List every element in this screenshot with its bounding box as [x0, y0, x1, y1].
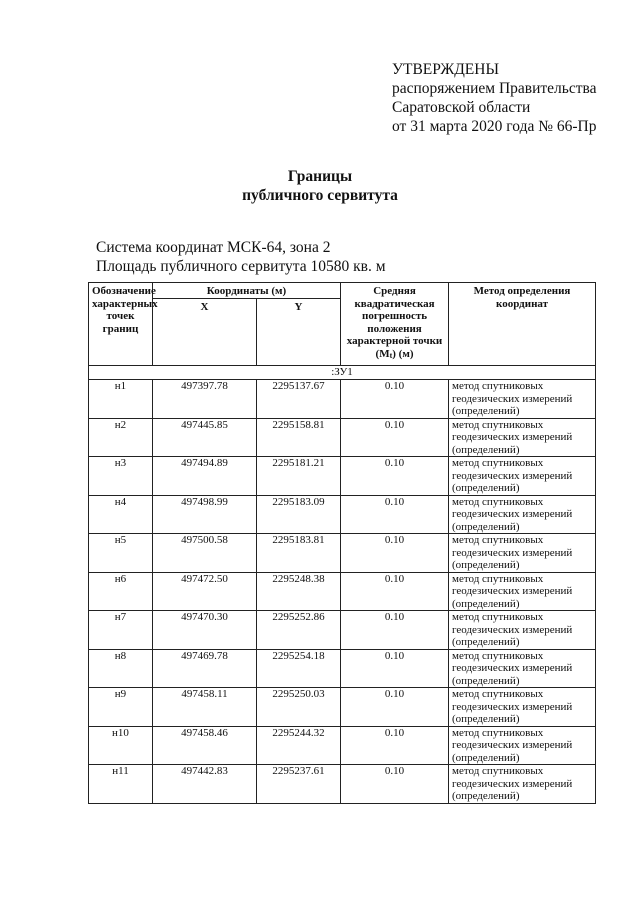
coordinates-table: [88, 282, 596, 804]
point-cell: н4: [89, 495, 153, 534]
header-error: Средняя квадратическая погрешность положения характерной точки (Mt) (м): [341, 283, 449, 366]
approval-block: [392, 60, 597, 136]
error-cell: 0.10: [341, 457, 449, 496]
x-cell: 497500.58: [153, 534, 257, 573]
y-cell: 2295254.18: [257, 649, 341, 688]
title-line-2: публичного сервитута: [242, 187, 398, 204]
method-cell: метод спутниковых геодезических измерений (определений): [449, 572, 596, 611]
method-cell: метод спутниковых геодезических измерений (определений): [449, 765, 596, 804]
zone-label: :ЗУ1: [89, 366, 596, 380]
error-cell: 0.10: [341, 380, 449, 419]
method-cell: метод спутниковых геодезических измерений (определений): [449, 611, 596, 650]
y-cell: 2295248.38: [257, 572, 341, 611]
method-cell: метод спутниковых геодезических измерений (определений): [449, 457, 596, 496]
table-row: [89, 726, 596, 765]
y-cell: 2295158.81: [257, 418, 341, 457]
error-cell: 0.10: [341, 688, 449, 727]
error-cell: 0.10: [341, 418, 449, 457]
x-cell: 497494.89: [153, 457, 257, 496]
method-cell: метод спутниковых геодезических измерений (определений): [449, 495, 596, 534]
approval-line-2: распоряжением Правительства: [392, 80, 597, 97]
x-cell: 497397.78: [153, 380, 257, 419]
error-cell: 0.10: [341, 572, 449, 611]
table-row: [89, 380, 596, 419]
x-cell: 497442.83: [153, 765, 257, 804]
x-cell: 497458.11: [153, 688, 257, 727]
approval-line-1: УТВЕРЖДЕНЫ: [392, 61, 499, 78]
method-cell: метод спутниковых геодезических измерений (определений): [449, 726, 596, 765]
servitude-area: Площадь публичного сервитута 10580 кв. м: [96, 258, 386, 275]
point-cell: н8: [89, 649, 153, 688]
title-line-1: Границы: [287, 168, 353, 185]
y-cell: 2295137.67: [257, 380, 341, 419]
approval-line-4: от 31 марта 2020 года № 66-Пр: [392, 118, 597, 135]
error-cell: 0.10: [341, 495, 449, 534]
y-cell: 2295183.09: [257, 495, 341, 534]
header-x: X: [153, 298, 257, 366]
point-cell: н6: [89, 572, 153, 611]
header-coordinates: Координаты (м): [153, 283, 341, 299]
y-cell: 2295181.21: [257, 457, 341, 496]
x-cell: 497498.99: [153, 495, 257, 534]
y-cell: 2295183.81: [257, 534, 341, 573]
y-cell: 2295252.86: [257, 611, 341, 650]
x-cell: 497472.50: [153, 572, 257, 611]
table-row: [89, 688, 596, 727]
method-cell: метод спутниковых геодезических измерений (определений): [449, 534, 596, 573]
table-row: [89, 534, 596, 573]
x-cell: 497469.78: [153, 649, 257, 688]
y-cell: 2295244.32: [257, 726, 341, 765]
method-cell: метод спутниковых геодезических измерений (определений): [449, 688, 596, 727]
method-cell: метод спутниковых геодезических измерений (определений): [449, 649, 596, 688]
table-row: [89, 572, 596, 611]
zone-row: [89, 366, 596, 380]
point-cell: н11: [89, 765, 153, 804]
y-cell: 2295237.61: [257, 765, 341, 804]
point-cell: н9: [89, 688, 153, 727]
x-cell: 497445.85: [153, 418, 257, 457]
error-cell: 0.10: [341, 534, 449, 573]
point-cell: н2: [89, 418, 153, 457]
table-row: [89, 495, 596, 534]
header-y: Y: [257, 298, 341, 366]
error-cell: 0.10: [341, 649, 449, 688]
error-cell: 0.10: [341, 611, 449, 650]
document-title: [0, 167, 640, 205]
header-method: Метод определения координат: [449, 283, 596, 366]
table-row: [89, 457, 596, 496]
x-cell: 497470.30: [153, 611, 257, 650]
error-cell: 0.10: [341, 726, 449, 765]
info-block: [96, 238, 386, 276]
method-cell: метод спутниковых геодезических измерений (определений): [449, 418, 596, 457]
point-cell: н7: [89, 611, 153, 650]
y-cell: 2295250.03: [257, 688, 341, 727]
approval-line-3: Саратовской области: [392, 99, 531, 116]
table-row: [89, 611, 596, 650]
point-cell: н10: [89, 726, 153, 765]
point-cell: н3: [89, 457, 153, 496]
header-designation: Обозначение характерных точек границ: [89, 283, 153, 366]
error-cell: 0.10: [341, 765, 449, 804]
coordinate-system: Система координат МСК-64, зона 2: [96, 239, 331, 256]
point-cell: н1: [89, 380, 153, 419]
table-row: [89, 765, 596, 804]
x-cell: 497458.46: [153, 726, 257, 765]
point-cell: н5: [89, 534, 153, 573]
method-cell: метод спутниковых геодезических измерений (определений): [449, 380, 596, 419]
table-row: [89, 649, 596, 688]
table-row: [89, 418, 596, 457]
